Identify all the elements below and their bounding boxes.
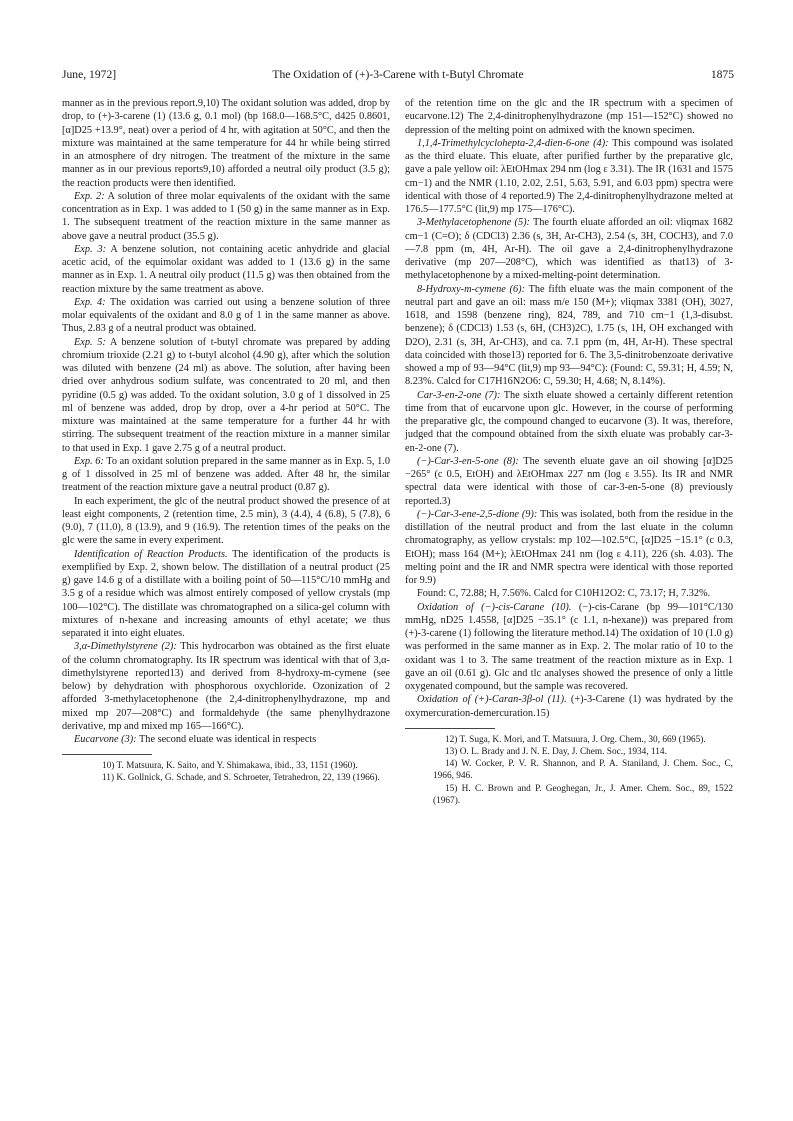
exp6-text: To an oxidant solution prepared in the same manner as in Exp. 5, 1.0 g of 1 dissolved in 25 ml of benzene was added. After 48 hr, the similar treatment of the reaction mixture gave a neutral product (0.87 g). [62, 455, 390, 494]
exp6-paragraph [62, 455, 390, 495]
compound-6-text: The fifth eluate was the main component of the neutral part and gave an oil: mass m/e 150 (M+); νliqmax 3381 (OH), 3027, 1618, and 1598 (benzene ring), 824, 789, and 710 cm−1 (1,3-disubst. benzene); δ (CDCl3) 1.53 (s, 6H, (CH3)2C), 1.75 (s, 1H, OH exchanged with D2O), 2.31 (s, 3H, Ar-CH3), and ca. 7.1 ppm (m, 4H, Ar-H). These spectral data coincided with those13) reported for 6. The 3,5-dinitrobenzoate derivative showed a mp of 93—94°C (lit,9) mp 93—94°C): (Found: C, 59.31; H, 4.59; N, 8.23%. Calcd for C17H16N2O6: C, 59.30; H, 4.68; N, 8.14%). [405, 283, 733, 388]
footnote-rule [62, 754, 152, 755]
compound-10-label: Oxidation of (−)-cis-Carane (10). [417, 601, 572, 613]
compound-11-paragraph [405, 693, 733, 720]
identification-text: The identification of the products is exemplified by Exp. 2, shown below. The distillation of a neutral product (25 g) gave 14.6 g of a distillate with a boiling point of 50—115°C/10 mmHg and 3.5 g of a residue which was almost entirely composed of yellow crystals (mp 100—102°C). The distillate was chromatographed on a silica-gel column with mixtures of n-hexane and increasing amounts of ethyl acetate; we thus separated it into eight eluates. [62, 548, 391, 639]
compound-3-paragraph [62, 733, 390, 746]
exp5-paragraph [62, 336, 390, 455]
exp4-label: Exp. 4: [74, 296, 106, 308]
compound-6-paragraph [405, 283, 733, 389]
footnote-10: 10) T. Matsuura, K. Saito, and Y. Shimakawa, ibid., 33, 1151 (1960). [102, 761, 358, 772]
compound-8-paragraph [405, 455, 733, 508]
compound-3-text: The second eluate was identical in respects [136, 734, 317, 745]
compound-4-text: This compound was isolated as the third eluate. This eluate, after purified further by the preparative glc, gave a pale yellow oil: λEtOHmax 294 nm (log ε 3.31). The IR (1631 and 1575 cm−1) and the NMR (1.10, 2.02, 2.51, 5.63, 5.91, and 6.03 ppm) spectra were identical with those of 4 reported.9) The 2,4-dinitrophenylhydrazone melted at 176.5—177.5°C (lit,9) mp 175—176°C). [405, 137, 733, 215]
exp5-label: Exp. 5: [74, 336, 106, 348]
compound-2-label: 3,α-Dimethylstyrene (2): [74, 641, 177, 653]
paragraph: manner as in the previous report.9,10) The oxidant solution was added, drop by drop, to (+)-3-carene (1) (13.6 g, 0.1 mol) (bp 168.0—168.5°C, d425 0.8601, [α]D25 +13.9°, neat) over a period of 4 hr, with agitation at 50°C, and then the mixture was maintained at the same temperature for 44 hr while being stirred in an atmosphere of dry nitrogen. The treatment of the mixture in the same manner as in our previous reports9,10) afforded a neutral oily product (3.5 g); the reaction products were then identified. [62, 98, 390, 189]
right-column [405, 97, 733, 807]
footnote-12: 12) T. Suga, K. Mori, and T. Matsuura, J. Org. Chem., 30, 669 (1965). [445, 734, 706, 745]
footnote-14: 14) W. Cocker, P. V. R. Shannon, and P. A. Staniland, J. Chem. Soc., C, 1966, 946. [433, 759, 733, 782]
compound-7-paragraph [405, 389, 733, 455]
header-date: June, 1972] [62, 68, 117, 81]
paragraph: of the retention time on the glc and the IR spectrum with a specimen of eucarvone.12) The 2,4-dinitrophenylhydrazone (mp 151—152°C) showed no depression of the melting point on admixed with the known specimen. [405, 98, 733, 136]
compound-7-text: The sixth eluate showed a certainly different retention time from that of eucarvone upon glc. However, in the course of performing the preparative glc, the compound changed to eucarvone (3). It was, therefore, judged that the compound obtained from the sixth eluate was probably car-3-en-2-one (7). [405, 389, 733, 454]
compound-5-paragraph [405, 216, 733, 282]
exp6-label: Exp. 6: [74, 455, 104, 467]
compound-4-label: 1,1,4-Trimethylcyclohepta-2,4-dien-6-one (4): [417, 137, 609, 149]
exp3-label: Exp. 3: [74, 243, 107, 255]
compound-9-paragraph [405, 508, 733, 588]
compound-8-text: The seventh eluate gave an oil showing [α]D25 −265° (c 0.5, EtOH) and λEtOHmax 227 nm (log ε 3.55). Its IR and NMR spectral data were identical with those of car-3-en-5-one (8) previously reported.3) [405, 455, 733, 507]
compound-6-label: 8-Hydroxy-m-cymene (6): [417, 283, 525, 295]
exp2-label: Exp. 2: [74, 190, 105, 202]
elemental-analysis: Found: C, 72.88; H, 7.56%. Calcd for C10H12O2: C, 73.17; H, 7.32%. [417, 588, 711, 600]
page-number: 1875 [710, 68, 734, 81]
exp3-text: A benzene solution, not containing acetic anhydride and glacial acetic acid, of the equimolar oxidant was added to 1 (13.6 g) in the same manner as in Exp. 1. A neutral oily product (11.5 g) was then obtained from the reaction mixture by the same treatment as above. [62, 243, 391, 295]
footnote-13: 13) O. L. Brady and J. N. E. Day, J. Chem. Soc., 1934, 114. [445, 746, 667, 757]
running-header [62, 68, 734, 84]
exp3-paragraph [62, 243, 390, 296]
header-title: The Oxidation of (+)-3-Carene with t-Butyl Chromate [272, 68, 524, 81]
compound-5-text: The fourth eluate afforded an oil: νliqmax 1682 cm−1 (C=O); δ (CDCl3) 2.36 (s, 3H, Ar-CH3), 2.54 (s, 3H, COCH3), and 7.0—7.8 ppm (m, 4H, Ar-H). The oil gave a 2,4-dinitrophenylhydrazone derivative (mp 207—208°C), which was identified as that13) of 3-methylacetophenone by a mixed-melting-point determination. [405, 217, 733, 282]
glc-paragraph: In each experiment, the glc of the neutral product showed the presence of at least eight components, 2 (retention time, 2.5 min), 3 (4.4), 4 (6.8), 5 (7.8), 6 (9.0), 7 (11.0), 8 (13.9), and 9 (16.9). The retention times of the peaks on the glc were the same in every experiment. [62, 495, 390, 547]
footnote-11: 11) K. Gollnick, G. Schade, and S. Schroeter, Tetrahedron, 22, 139 (1966). [102, 773, 380, 784]
compound-3-label: Eucarvone (3): [74, 734, 137, 745]
compound-5-label: 3-Methylacetophenone (5): [417, 217, 530, 229]
compound-9-label: (−)-Car-3-ene-2,5-dione (9): [417, 508, 538, 520]
compound-2-paragraph [62, 640, 390, 733]
compound-8-label: (−)-Car-3-en-5-one (8): [417, 455, 519, 467]
compound-7-label: Car-3-en-2-one (7): [417, 389, 501, 401]
exp4-text: The oxidation was carried out using a benzene solution of three molar equivalents of the oxidant and 8.0 g of 1 in the same manner as above. Thus, 2.83 g of a neutral product was obtained. [62, 296, 391, 335]
identification-label: Identification of Reaction Products. [74, 548, 228, 560]
compound-4-paragraph [405, 137, 733, 217]
compound-11-text: (+)-3-Carene (1) was hydrated by the oxymercuration-demercuration.15) [405, 694, 733, 719]
identification-paragraph [62, 548, 390, 641]
compound-10-paragraph [405, 601, 733, 694]
footnote-rule [405, 728, 495, 729]
exp2-text: A solution of three molar equivalents of the oxidant with the same concentration as in Exp. 1 was added to 1 (50 g) in the same manner as in Exp. 1. The subsequent treatment of the reaction mixture in the same manner as above gave a neutral product (35.5 g). [62, 190, 390, 242]
compound-11-label: Oxidation of (+)-Caran-3β-ol (11). [417, 694, 567, 706]
compound-2-text: This hydrocarbon was obtained as the first eluate of the column chromatography. Its IR spectrum was identical with that of 3,α-dimethylstyrene reported13) and derived from 8-hydroxy-m-cymene (see below) by dehydration with phosphorous oxychloride. Ozonization of 2 afforded 3-methylacetophenone (the 2,4-dinitrophenylhydrazone, mp and mixed mp 207—208°C) and formaldehyde (the same phenylhydrazone derivative, mp and mixed mp 165—166°C). [62, 641, 390, 732]
exp5-text: A benzene solution of t-butyl chromate was prepared by adding chromium trioxide (2.21 g) to t-butyl alcohol (4.90 g), after which the solution was diluted with benzene (24 ml) as above. The solution, after having been dried over anhydrous sodium sulfate, was concentrated to 20 ml, and then pyridine (0.5 g) was added. To the oxidant solution, 3.0 g of 1 dissolved in 25 ml of benzene was added, drop by drop, over a 4-hr period at 50°C. The mixture was maintained at the same temperature for a further 44 hr with stirring. The subsequent treatment of the reaction mixture in a manner similar to that used in Exp. 1 gave 2.75 g of a neutral product. [62, 336, 390, 454]
exp2-paragraph [62, 190, 390, 243]
compound-9-text: This was isolated, both from the residue in the distillation of the neutral product and from the last eluate in the column chromatography, as yellow crystals: mp 102—102.5°C, [α]D25 −15.1° (c 0.3, EtOH); mass 164 (M+); λEtOHmax 241 nm (log ε 4.11), 226 (sh. 4.03). The melting point and the IR and NMR spectra were identical with those reported for 9.9) [405, 508, 733, 586]
compound-10-text: (−)-cis-Carane (bp 99—101°C/130 mmHg, nD25 1.4558, [α]D25 −35.1° (c 1.1, n-hexane)) was prepared from (+)-3-carene (1) following the literature method.14) The oxidation of 10 (1.0 g) was performed in the same manner as in Exp. 2. The molar ratio of 10 to the oxidant was 1 to 3. The same treatment of the reaction mixture as in Exp. 1 gave an oil (0.61 g). Glc and tlc analyses showed the presence of only a little oxygenated compound, but the sample was recovered. [405, 601, 733, 692]
footnote-15: 15) H. C. Brown and P. Geoghegan, Jr., J. Amer. Chem. Soc., 89, 1522 (1967). [433, 783, 733, 806]
left-column [62, 97, 390, 785]
exp4-paragraph [62, 296, 390, 336]
